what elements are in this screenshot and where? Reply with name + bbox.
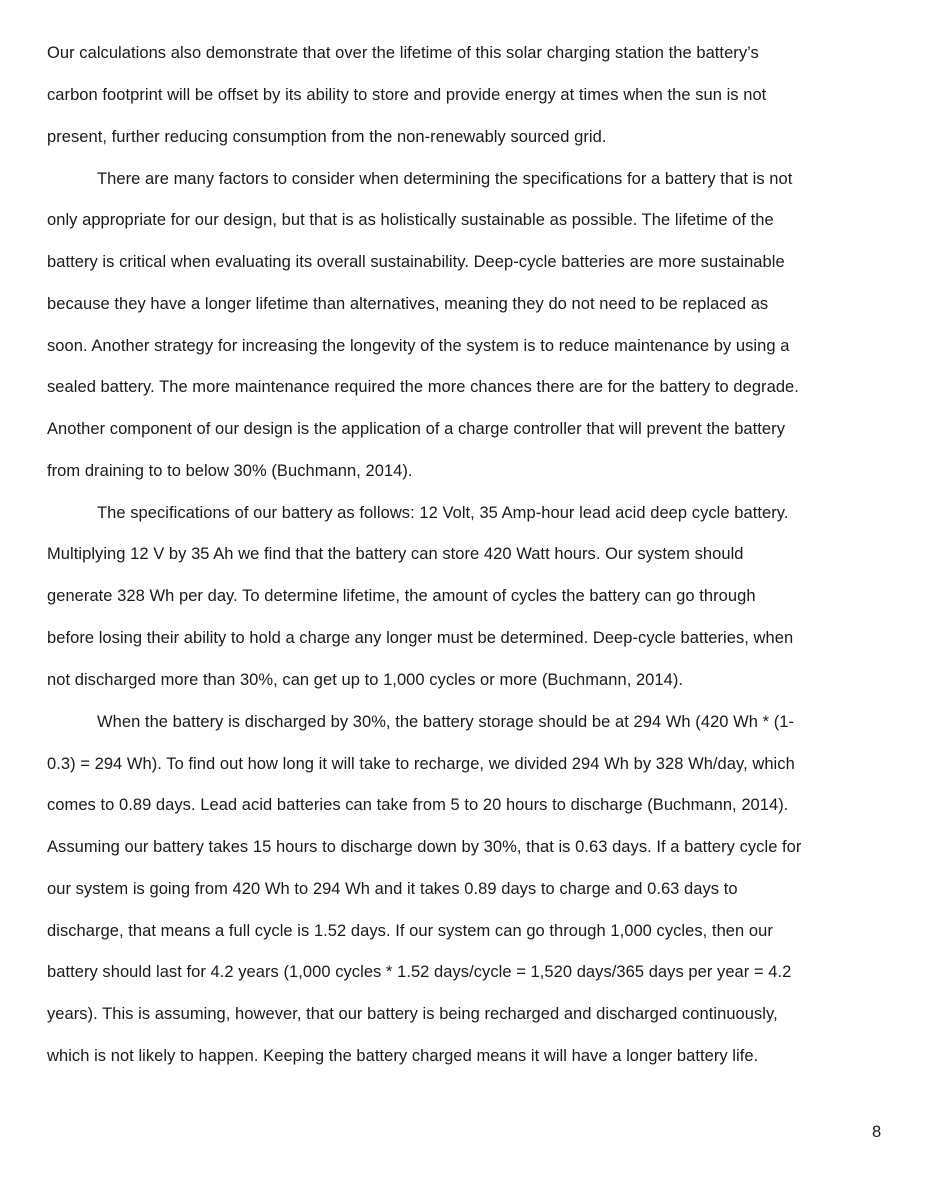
paragraph-3-line-3: generate 328 Wh per day. To determine lifetime, the amount of cycles the battery can go through [47, 587, 756, 605]
paragraph-3-line-2: Multiplying 12 V by 35 Ah we find that the battery can store 420 Watt hours. Our system should [47, 545, 744, 563]
paragraph-4-line-3: comes to 0.89 days. Lead acid batteries can take from 5 to 20 hours to discharge (Buchmann, 2014). [47, 796, 789, 814]
paragraph-4-line-6: discharge, that means a full cycle is 1.52 days. If our system can go through 1,000 cycles, then our [47, 922, 773, 940]
paragraph-4-line-1: When the battery is discharged by 30%, the battery storage should be at 294 Wh (420 Wh * (1- [97, 713, 795, 731]
paragraph-2-line-7: Another component of our design is the application of a charge controller that will prevent the battery [47, 420, 785, 438]
paragraph-2-line-2: only appropriate for our design, but that is as holistically sustainable as possible. The lifetime of the [47, 211, 774, 229]
paragraph-1-line-3: present, further reducing consumption from the non-renewably sourced grid. [47, 128, 607, 146]
paragraph-2-line-4: because they have a longer lifetime than alternatives, meaning they do not need to be replaced as [47, 295, 769, 313]
paragraph-1-line-1: Our calculations also demonstrate that over the lifetime of this solar charging station the battery’s [47, 44, 759, 62]
page-number: 8 [872, 1123, 882, 1141]
paragraph-3-line-1: The specifications of our battery as follows: 12 Volt, 35 Amp-hour lead acid deep cycle battery. [97, 504, 789, 522]
paragraph-1-line-2: carbon footprint will be offset by its ability to store and provide energy at times when the sun is not [47, 86, 767, 104]
paragraph-4-line-5: our system is going from 420 Wh to 294 Wh and it takes 0.89 days to charge and 0.63 days to [47, 880, 738, 898]
paragraph-3-line-5: not discharged more than 30%, can get up to 1,000 cycles or more (Buchmann, 2014). [47, 671, 684, 689]
paragraph-4-line-7: battery should last for 4.2 years (1,000 cycles * 1.52 days/cycle = 1,520 days/365 days per year = 4.2 [47, 963, 792, 981]
paragraph-4-line-9: which is not likely to happen. Keeping the battery charged means it will have a longer battery life. [47, 1047, 759, 1065]
paragraph-3-line-4: before losing their ability to hold a charge any longer must be determined. Deep-cycle batteries, when [47, 629, 794, 647]
paragraph-4-line-4: Assuming our battery takes 15 hours to discharge down by 30%, that is 0.63 days. If a battery cycle for [47, 838, 802, 856]
paragraph-2-line-1: There are many factors to consider when determining the specifications for a battery that is not [97, 170, 793, 188]
paragraph-4-line-2: 0.3) = 294 Wh). To find out how long it will take to recharge, we divided 294 Wh by 328 Wh/day, which [47, 755, 795, 773]
paragraph-2-line-6: sealed battery. The more maintenance required the more chances there are for the battery to degrade. [47, 378, 799, 396]
paragraph-4-line-8: years). This is assuming, however, that our battery is being recharged and discharged continuously, [47, 1005, 778, 1023]
paragraph-2-line-8: from draining to to below 30% (Buchmann, 2014). [47, 462, 413, 480]
paragraph-2-line-3: battery is critical when evaluating its overall sustainability. Deep-cycle batteries are more sustainable [47, 253, 785, 271]
paragraph-2-line-5: soon. Another strategy for increasing the longevity of the system is to reduce maintenance by using a [47, 337, 790, 355]
